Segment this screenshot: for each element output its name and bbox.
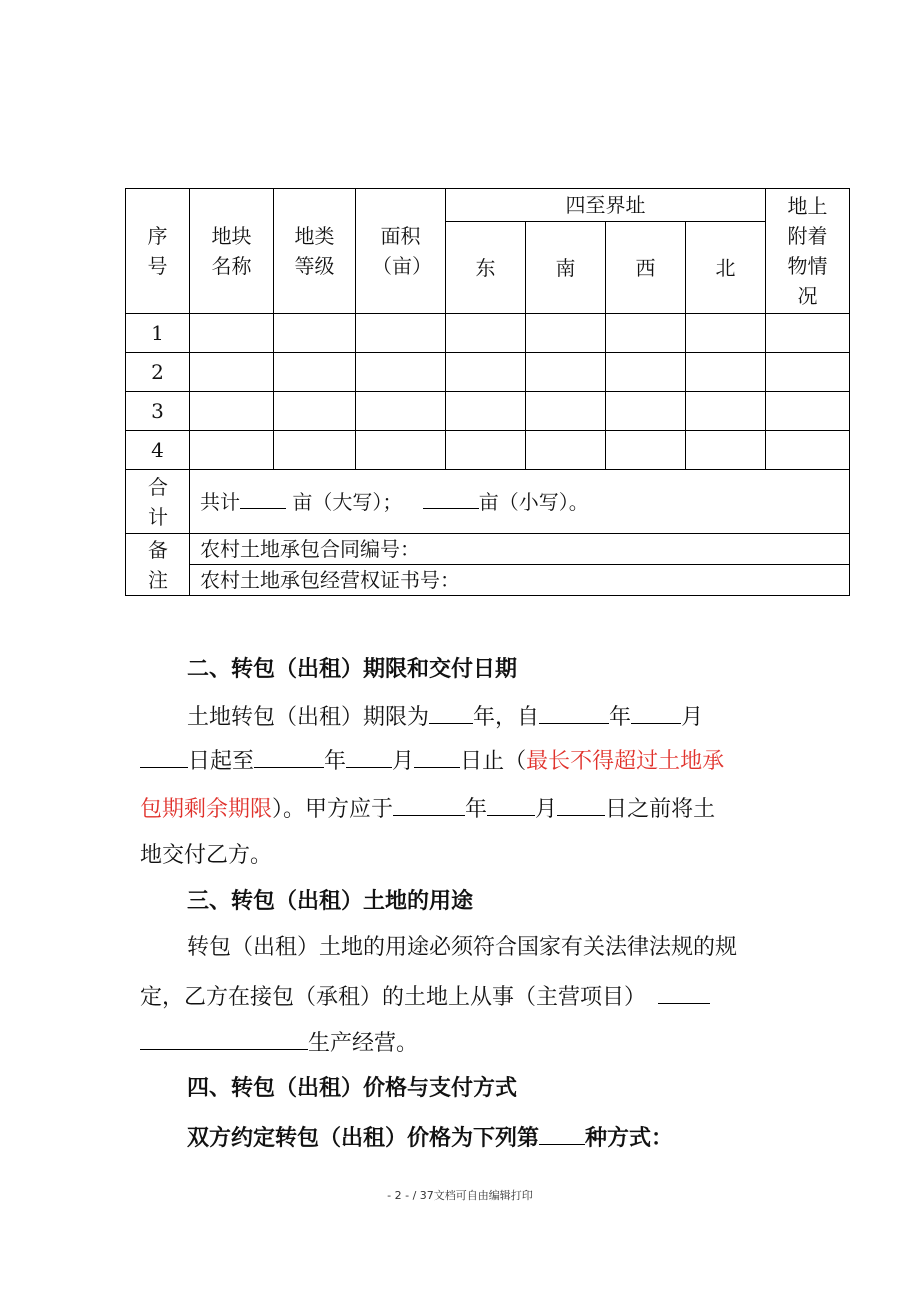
section2-heading: 二、转包（出租）期限和交付日期 (187, 656, 518, 682)
cell-empty[interactable] (526, 353, 606, 392)
day-unit: 日 (605, 797, 628, 822)
price-text: 双方约定转包（出租）价格为下列第 (187, 1125, 540, 1151)
cell-empty[interactable] (190, 431, 274, 470)
start-year-blank[interactable] (539, 701, 609, 724)
max-term-note: 最长不得超过土地承 (526, 749, 725, 774)
land-parcel-table (125, 188, 850, 596)
cell-empty[interactable] (766, 392, 850, 431)
header-land-grade: 地类等级 (274, 189, 356, 314)
term-text: 土地转包（出租）期限为 (187, 705, 430, 730)
header-area: 面积（亩） (356, 189, 446, 314)
section3-line1: 转包（出租）土地的用途必须符合国家有关法律法规的规 (187, 935, 738, 960)
cell-empty[interactable] (766, 314, 850, 353)
section3-line2 (140, 981, 710, 1013)
month-unit: 月 (681, 705, 704, 730)
day-unit: 日 (460, 749, 483, 774)
price-text-b: 种方式： (585, 1125, 674, 1151)
table-row (126, 353, 850, 392)
cell-empty[interactable] (686, 314, 766, 353)
row-number: 4 (126, 431, 190, 470)
cell-empty[interactable] (274, 431, 356, 470)
header-north: 北 (686, 222, 766, 314)
section3-heading: 三、转包（出租）土地的用途 (187, 888, 474, 914)
total-text-c: 亩（小写）。 (478, 490, 589, 514)
term-years-blank[interactable] (429, 701, 473, 724)
start-day-blank[interactable] (140, 745, 188, 768)
cell-empty[interactable] (356, 431, 446, 470)
total-text-b: 亩（大写）； (292, 490, 403, 514)
purpose-text: 定，乙方在接包（承租）的土地上从事（主营项目） (140, 985, 647, 1010)
contract-number: 农村土地承包合同编号： (190, 534, 850, 565)
cell-empty[interactable] (356, 353, 446, 392)
end-year-blank[interactable] (254, 745, 324, 768)
table-row (126, 392, 850, 431)
cell-empty[interactable] (274, 314, 356, 353)
cell-empty[interactable] (686, 353, 766, 392)
total-row (190, 470, 850, 534)
year-unit: 年 (609, 705, 632, 730)
start-month-blank[interactable] (631, 701, 681, 724)
cell-empty[interactable] (190, 314, 274, 353)
row-number: 3 (126, 392, 190, 431)
table-row (126, 314, 850, 353)
section2-line3 (140, 793, 715, 825)
cell-empty[interactable] (356, 314, 446, 353)
cell-empty[interactable] (526, 392, 606, 431)
cell-empty[interactable] (526, 314, 606, 353)
delivery-month-blank[interactable] (487, 793, 535, 816)
section2-line1 (187, 701, 703, 733)
delivery-year-blank[interactable] (393, 793, 465, 816)
total-text-a: 共计 (200, 490, 240, 514)
year-unit: 年 (473, 705, 496, 730)
total-label: 合计 (126, 470, 190, 534)
header-attachments: 地上附着物情况 (766, 189, 850, 314)
delivery-text-b: 之前将土 (627, 797, 716, 822)
end-day-blank[interactable] (414, 745, 460, 768)
section3-line3 (140, 1027, 418, 1059)
section2-line2 (140, 745, 724, 777)
cell-empty[interactable] (766, 353, 850, 392)
cell-empty[interactable] (606, 314, 686, 353)
cell-empty[interactable] (446, 431, 526, 470)
end-month-blank[interactable] (346, 745, 392, 768)
header-west: 西 (606, 222, 686, 314)
cell-empty[interactable] (446, 392, 526, 431)
cell-empty[interactable] (766, 431, 850, 470)
remarks-label: 备注 (126, 534, 190, 596)
end-text: 止（ (482, 749, 527, 774)
cell-empty[interactable] (446, 314, 526, 353)
cell-empty[interactable] (606, 353, 686, 392)
cell-empty[interactable] (606, 431, 686, 470)
main-project-blank[interactable] (658, 981, 710, 1004)
section4-line1 (187, 1122, 673, 1153)
page-footer: - 2 - / 37文档可自由编辑打印 (387, 1189, 533, 1202)
cell-empty[interactable] (606, 392, 686, 431)
cell-empty[interactable] (686, 431, 766, 470)
from-text: ，自 (495, 705, 540, 730)
price-method-blank[interactable] (539, 1122, 585, 1145)
max-term-note-cont: 包期剩余期限 (140, 797, 273, 822)
header-south: 南 (526, 222, 606, 314)
header-east: 东 (446, 222, 526, 314)
total-lowercase-blank[interactable] (423, 486, 479, 509)
section2-line4: 地交付乙方。 (140, 843, 273, 868)
cell-empty[interactable] (274, 353, 356, 392)
row-number: 1 (126, 314, 190, 353)
cell-empty[interactable] (446, 353, 526, 392)
year-unit: 年 (465, 797, 488, 822)
header-parcel-name: 地块名称 (190, 189, 274, 314)
header-seq: 序号 (126, 189, 190, 314)
table-row (126, 431, 850, 470)
cell-empty[interactable] (526, 431, 606, 470)
cell-empty[interactable] (356, 392, 446, 431)
cell-empty[interactable] (686, 392, 766, 431)
cell-empty[interactable] (190, 392, 274, 431)
year-unit: 年 (324, 749, 347, 774)
cell-empty[interactable] (274, 392, 356, 431)
section4-heading: 四、转包（出租）价格与支付方式 (187, 1075, 518, 1101)
delivery-text: ）。甲方应于 (272, 797, 394, 822)
delivery-day-blank[interactable] (557, 793, 605, 816)
total-uppercase-blank[interactable] (240, 486, 286, 509)
production-text: 生产经营。 (308, 1031, 419, 1056)
until-text: 起至 (210, 749, 255, 774)
row-number: 2 (126, 353, 190, 392)
day-unit: 日 (188, 749, 211, 774)
month-unit: 月 (535, 797, 558, 822)
main-project-blank-cont[interactable] (140, 1027, 308, 1050)
month-unit: 月 (392, 749, 415, 774)
header-boundaries: 四至界址 (446, 189, 766, 222)
certificate-number: 农村土地承包经营权证书号： (190, 565, 850, 596)
cell-empty[interactable] (190, 353, 274, 392)
